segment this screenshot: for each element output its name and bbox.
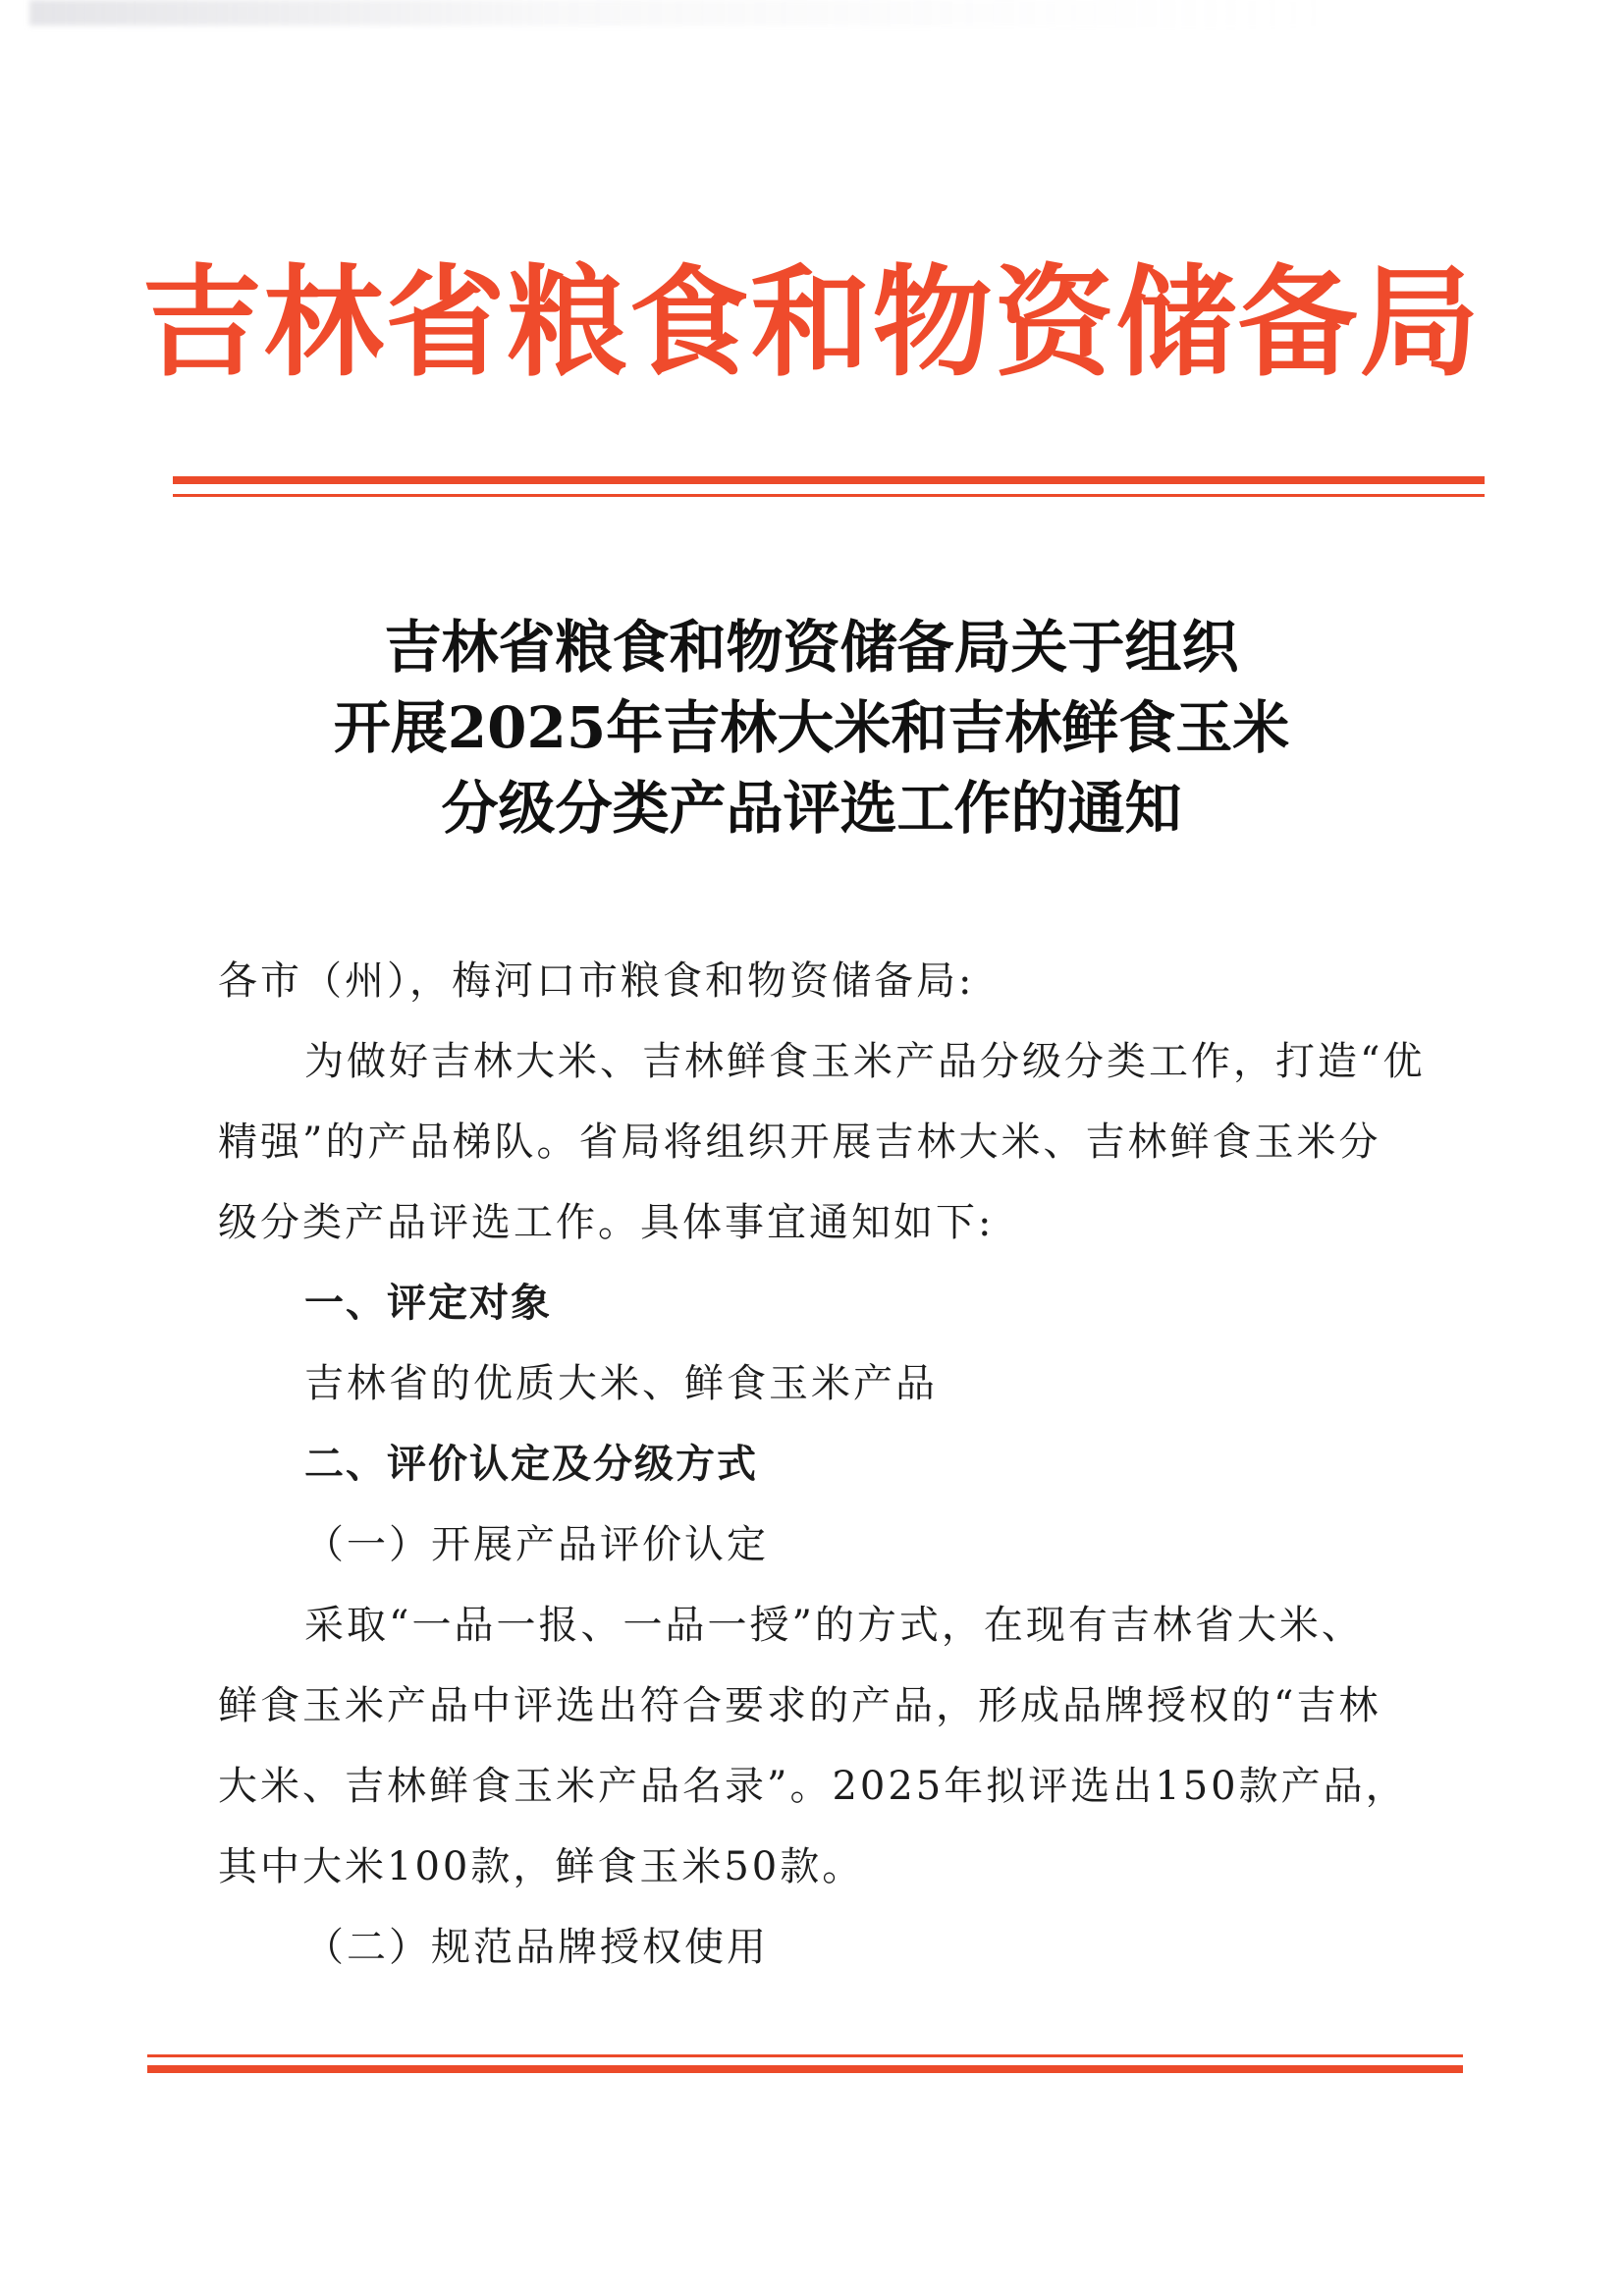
title-line-3: 分级分类产品评选工作的通知 (441, 775, 1182, 842)
subsection-1-line-2: 鲜食玉米产品中评选出符合要求的产品，形成品牌授权的“吉林 (218, 1683, 1381, 1728)
letterhead-title: 吉林省粮食和物资储备局 (141, 253, 1482, 393)
intro-line-1: 为做好吉林大米、吉林鲜食玉米产品分级分类工作，打造“优 (304, 1039, 1426, 1084)
title-line-2: 开展2025年吉林大米和吉林鲜食玉米 (333, 694, 1290, 761)
header-rule-thick (173, 476, 1485, 484)
intro-line-2: 精强”的产品梯队。省局将组织开展吉林大米、吉林鲜食玉米分 (218, 1120, 1381, 1165)
section-2-heading: 二、评价认定及分级方式 (304, 1442, 758, 1487)
footer-rule-thick (147, 2065, 1463, 2073)
subsection-1-line-4: 其中大米100款，鲜食玉米50款。 (218, 1844, 865, 1889)
scan-artifact (29, 0, 1325, 26)
subsection-1-heading: （一）开展产品评价认定 (304, 1522, 769, 1567)
header-rule-thin (173, 494, 1485, 497)
title-line-1: 吉林省粮食和物资储备局关于组织 (384, 614, 1239, 681)
document-title (0, 607, 1623, 848)
subsection-1-line-3: 大米、吉林鲜食玉米产品名录”。2025年拟评选出150款产品， (218, 1764, 1408, 1809)
subsection-2-heading: （二）规范品牌授权使用 (304, 1925, 769, 1970)
document-body (218, 941, 1435, 1988)
salutation: 各市（州），梅河口市粮食和物资储备局: (218, 958, 975, 1004)
footer-rule-thin (147, 2054, 1463, 2057)
intro-line-3: 级分类产品评选工作。具体事宜通知如下: (218, 1200, 995, 1245)
subsection-1-line-1: 采取“一品一报、一品一授”的方式，在现有吉林省大米、 (304, 1603, 1364, 1648)
section-1-heading: 一、评定对象 (304, 1281, 552, 1326)
section-1-text: 吉林省的优质大米、鲜食玉米产品 (304, 1361, 938, 1406)
